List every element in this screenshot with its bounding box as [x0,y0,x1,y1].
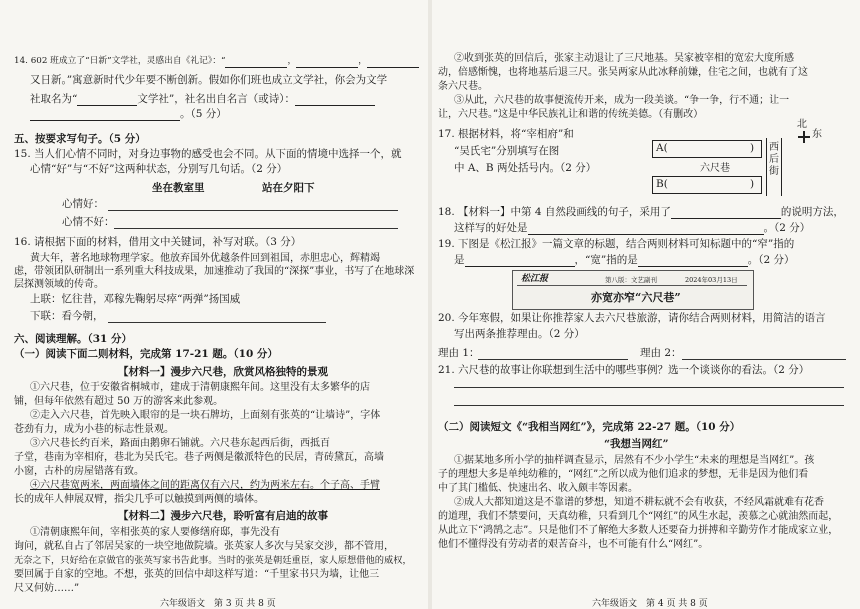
q15-good-label: 心情好： [62,198,104,210]
essay-line: 子的理想大多是单纯幼稚的，“网红”之所以成为他们追求的梦想，无非是因为他们看 [438,469,809,480]
essay-line: ②成人大都知道这是不靠谱的梦想，知道不耕耘就不会有收获，不经风霜就难有花香 [454,497,824,508]
q19-score: 。（2 分） [747,254,795,266]
m1-line: 长的成年人伸展双臂，指尖几乎可以触摸到两侧的墙体。 [14,494,264,505]
q14-line3 [30,93,375,106]
q18-line1 [438,206,844,219]
m2-cont-line: 动，倍感惭愧，也将地基后退三尺。张吴两家从此冰释前嫌，住宅之间，也就有了这 [438,67,808,78]
q17-line1: 17. 根据材料，将“宰相府”和 [438,128,574,140]
page-footer-left: 六年级语文 第 3 页 共 8 页 [160,599,276,609]
q18-text-c: 这样写的好处是 [454,222,528,234]
newspaper-date: 2024年03月13日 [685,276,738,284]
q16-line1: 16. 请根据下面的材料，借用文中关键词，补写对联。（3 分） [14,236,302,248]
m1-underlined-line: ④六尺巷宽两米，两面墙体之间的距离仅有六尺，约为两米左右。个子高、手臂 [30,480,380,491]
q19-line1: 19. 下图是《松江报》一篇文章的标题，结合两则材料可知标题中的“窄”指的 [438,238,795,250]
q14-quote-blank-2[interactable] [30,109,180,121]
essay-line: 的道理，我们不禁要问，天真幼稚，只看到几个“网红”的风生水起，羡慕之心就油然而起， [438,511,839,522]
q15-option-2: 站在夕阳下 [262,182,315,194]
q14-text-1: 14. 602 班成立了“日新”文学社，灵感出自《礼记》：“ [14,56,226,66]
q20-reason1-label: 理由 1： [438,347,480,359]
essay-line: ①据某地多所小学的抽样调查显示，居然有不少小学生“未来的理想是当网红”。孩 [454,455,815,466]
newspaper-headline: 亦宽亦窄“六尺巷” [591,291,681,304]
m1-line: 小窗，古朴的房屋错落有致。 [14,466,144,477]
essay-line: 中了其门槛低、快速出名、收入颇丰等因素。 [438,483,638,494]
q14-line4 [30,108,227,121]
q21-answer-line-1[interactable] [454,387,844,388]
q14-blank-3[interactable] [367,56,419,68]
section-5-heading: 五、按要求写句子。（5 分） [14,133,146,145]
q18-text-a: 18. 【材料一】中第 4 自然段画线的句子，采用了 [438,206,671,218]
q15-line2: 心情“好”与“不好”这两种状态，分别写几句话。（2 分） [30,163,288,175]
newspaper-clip [512,270,754,310]
q21-answer-line-2[interactable] [454,405,844,406]
q14-line2: 又日新。”寓意新时代少年要不断创新。假如你们班也成立文学社，你会为文学 [30,74,388,86]
part-1-heading: （一）阅读下面二则材料，完成第 17-21 题。（10 分） [14,348,278,360]
m1-line: ①六尺巷，位于安徽省桐城市，建成于清朝康熙年间。这里没有太多繁华的店 [30,382,370,393]
lane-map [642,118,852,200]
m2-line: ①清朝康熙年间，宰相张英的家人要修缮府邸，事先没有 [30,527,280,538]
q20-reason2-label: 理由 2： [640,347,682,359]
newspaper-issue: 第八版：文艺副刊 [605,276,657,284]
q14-comma-2: ， [358,56,367,66]
q19-text-b: ，“宽”指的是 [574,254,638,266]
m2-cont-line: 条六尺巷。 [438,81,488,92]
newspaper-rule [517,285,747,286]
q14-blank-2[interactable] [296,56,358,68]
q15-line1: 15. 当人们心情不同时，对身边事物的感受也会不同。从下面的情境中选择一个，就 [14,148,402,160]
q18-benefit-blank[interactable] [528,223,764,235]
q19-text-a: 是 [454,254,465,266]
m1-line: 铺，但每年依然有超过 50 万的游客来此参观。 [14,396,224,407]
q20-line1: 20. 今年寒假，如果让你推荐家人去六尺巷旅游，请你结合两则材料，用简洁的语言 [438,312,826,324]
q14-blank-1[interactable] [225,56,287,68]
q14-text-3a: 社取名为“ [30,93,78,105]
box-a-label: A( [656,142,668,154]
part-2-heading: （二）阅读短文《“我相当网红”》，完成第 22-27 题。（10 分） [438,421,741,433]
m1-line: ③六尺巷长约百米，路面由鹅卵石铺就。六尺巷东起西后街，西抵百 [30,438,330,449]
q14-comma-1: ， [287,56,297,66]
q16-material-3: 层探测领域的传奇。 [14,279,104,290]
q14-club-name-blank[interactable] [77,94,137,106]
north-label: 北 [797,119,807,130]
q18-method-blank[interactable] [671,207,781,219]
q18-line2 [454,222,810,235]
m2-line: 尺又何妨……” [14,583,80,594]
q17-line2: “吴氏宅”分别填写在图 [454,145,560,157]
q19-wide-blank[interactable] [638,255,748,267]
q20-reason2-line[interactable] [682,359,846,360]
essay-line: 他们不懂得没有劳动者的艰苦奋斗，也不可能有什么“网红”。 [438,539,709,550]
m1-line: ②走入六尺巷，首先映入眼帘的是一块石牌坊，上面刻有张英的“让墙诗”，字体 [30,410,381,421]
box-a[interactable] [652,140,762,158]
q20-line2: 写出两条推荐理由。（2 分） [454,328,585,340]
q20-reason1-line[interactable] [478,359,628,360]
m2-cont-line: ③从此，六尺巷的故事便流传开来，成为一段美谈。“争一争，行不通；让一 [454,95,790,106]
q16-material-2: 虑，带领团队研制出一系列重大科技成果，加速推动了我国的“深探”事业，书写了在地球深 [14,266,415,277]
q14-text-3b: 文学社”，社名出自名言（或诗）： [137,93,295,105]
essay-line: 从此立下“鸿鹄之志”。只是他们不了解绝大多数人还要奋力拼搏和辛勤劳作才能成家立业， [438,525,839,536]
m2-line: 要回属于自家的空地。不想，张英的回信中却这样写道：“千里家书只为墙，让他三 [14,569,380,580]
newspaper-name: 松江报 [521,274,549,284]
street-label: 西后街 [769,142,779,177]
section-6-heading: 六、阅读理解。（31 分） [14,333,133,345]
q16-lower-couplet: 下联：看今朝， [30,310,104,322]
q15-good-line[interactable] [108,210,398,211]
q18-score: 。（2 分） [763,222,811,234]
left-page [0,0,428,609]
box-b-close: ) [750,178,755,190]
east-label: 东 [812,129,822,140]
material-1-title: 【材料一】漫步六尺巷，欣赏风格独特的景观 [118,366,328,378]
q16-lower-answer-line[interactable] [108,322,326,323]
q18-text-b: 的说明方法， [780,206,844,218]
m1-line: 苍劲有力，成为小巷的标志性景观。 [14,424,174,435]
box-a-close: ) [750,142,755,154]
q17-line3: 中 A、B 两处括号内。（2 分） [454,162,597,174]
lane-label: 六尺巷 [700,163,730,174]
q14-score: 。（5 分） [180,108,227,120]
m2-line: 无奈之下，只好给在京做官的张英写家书告此事。当时的张英是朝廷重臣，家人原想借他的威权， [14,555,412,566]
q14-quote-blank[interactable] [295,94,375,106]
box-b-label: B( [656,178,668,190]
q15-option-1: 坐在教室里 [152,182,205,194]
compass-icon [798,131,810,143]
m1-line: 子堂，巷南为宰相府，巷北为吴氏宅。巷子两侧是徽派特色的民居，青砖黛瓦，高墙 [14,452,384,463]
box-b[interactable] [652,176,762,194]
q19-narrow-blank[interactable] [465,255,575,267]
m2-line: 询问，就私自占了邻居吴家的一块空地做院墙。张英家人多次与吴家交涉，都不管用， [14,541,394,552]
material-2-title: 【材料二】漫步六尺巷，聆听富有启迪的故事 [118,510,328,522]
m2-cont-line: 让，六尺巷。”这是中华民族礼让和谐的传统美德。（有删改） [438,109,704,120]
right-page [432,0,860,609]
q19-line2 [454,254,795,267]
q14-line1 [14,55,419,68]
q16-upper-couplet: 上联：忆往昔，邓稼先鞠躬尽瘁“两弹”扬国威 [30,293,241,305]
q21-line1: 21. 六尺巷的故事让你联想到生活中的哪些事例？选一个谈谈你的看法。（2 分） [438,364,810,376]
page-footer-right: 六年级语文 第 4 页 共 8 页 [592,599,708,609]
q16-material-1: 黄大年，著名地球物理学家。他放弃国外优越条件回到祖国，赤胆忠心，辉精竭 [30,253,380,264]
q15-bad-line[interactable] [114,228,398,229]
m2-cont-line: ②收到张英的回信后，张家主动退让了三尺地基。吴家被宰相的宽宏大度所感 [454,53,794,64]
essay-title: “我想当网红” [604,438,669,450]
q15-bad-label: 心情不好： [62,216,115,228]
